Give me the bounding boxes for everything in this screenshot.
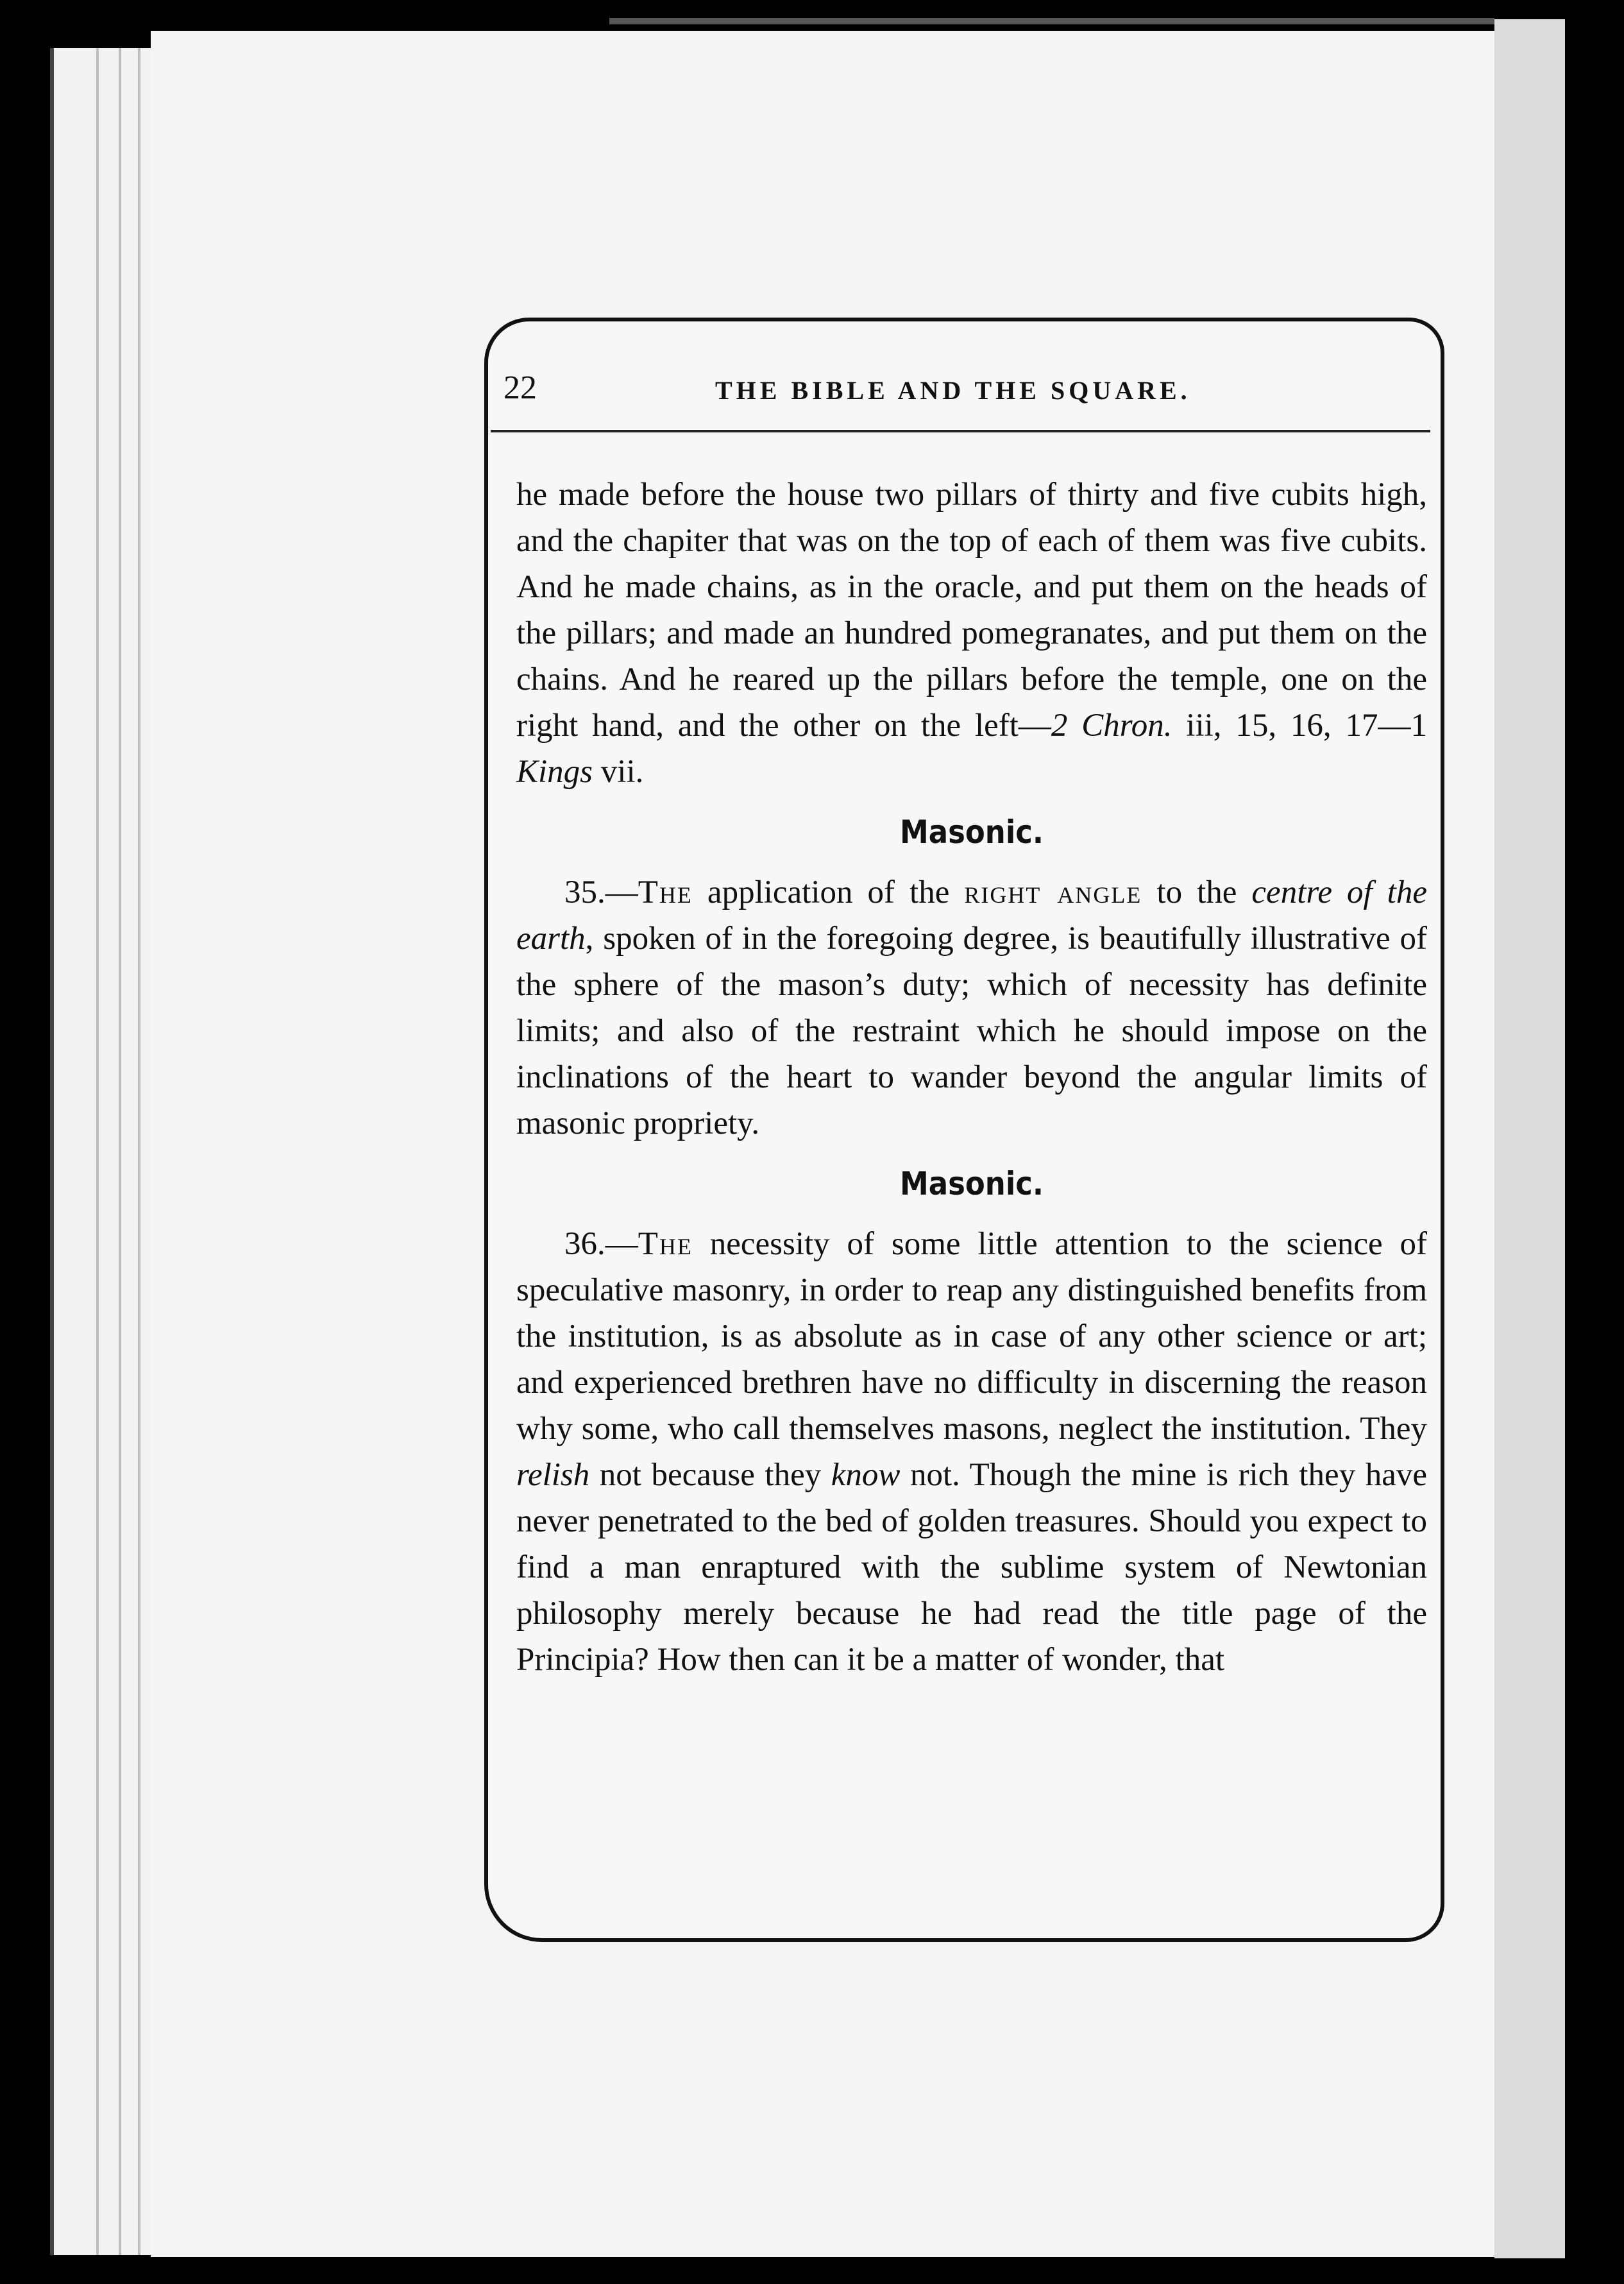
- page-header: [503, 369, 1427, 407]
- paragraph-35: 35.—The application of the right angle to the centre of the earth, spoken of in the foregoing degree, is beautifully illustrative of the sphere of the mason’s duty; which of necessity has definite limits; and also of the restraint which he should impose on the inclinations of the heart to wander beyond the angular limits of masonic propriety.: [516, 874, 1427, 1141]
- torn-right-edge: [1494, 19, 1565, 2258]
- paragraph-36: 36.—The necessity of some little attention to the science of speculative masonry, in order to reap any distinguished benefits from the institution, is as absolute as in case of any other science or art; and experienced brethren have no difficulty in discerning the reason why some, who call themselves masons, neglect the institution. They relish not because they know not. Though the mine is rich they have never penetrated to the bed of golden treasures. Should you expect to find a man enraptured with the sublime system of Newtonian philosophy merely because he had read the title page of the Principia? How then can it be a matter of wonder, that: [516, 1226, 1427, 1678]
- header-rule: [491, 430, 1430, 432]
- page-body: [516, 472, 1427, 1683]
- running-head: THE BIBLE AND THE SQUARE.: [715, 376, 1191, 405]
- page-number: 22: [503, 370, 537, 406]
- section-heading: Masonic.: [899, 814, 1044, 851]
- opening-paragraph: he made before the house two pillars of thirty and five cubits high, and the chapiter that was on the top of each of them was five cubits. And he made chains, as in the oracle, and put them on the heads of the pillars; and made an hundred pomegranates, and put them on the chains. And he reared up the pillars before the temple, one on the right hand, and the other on the left—2 Chron. iii, 15, 16, 17—1 Kings vii.: [516, 477, 1427, 790]
- page-edge: [119, 48, 121, 2255]
- page-edge: [96, 48, 99, 2255]
- top-edge-shadow: [609, 18, 1494, 24]
- page-edge: [138, 48, 140, 2255]
- section-heading: Masonic.: [899, 1165, 1044, 1202]
